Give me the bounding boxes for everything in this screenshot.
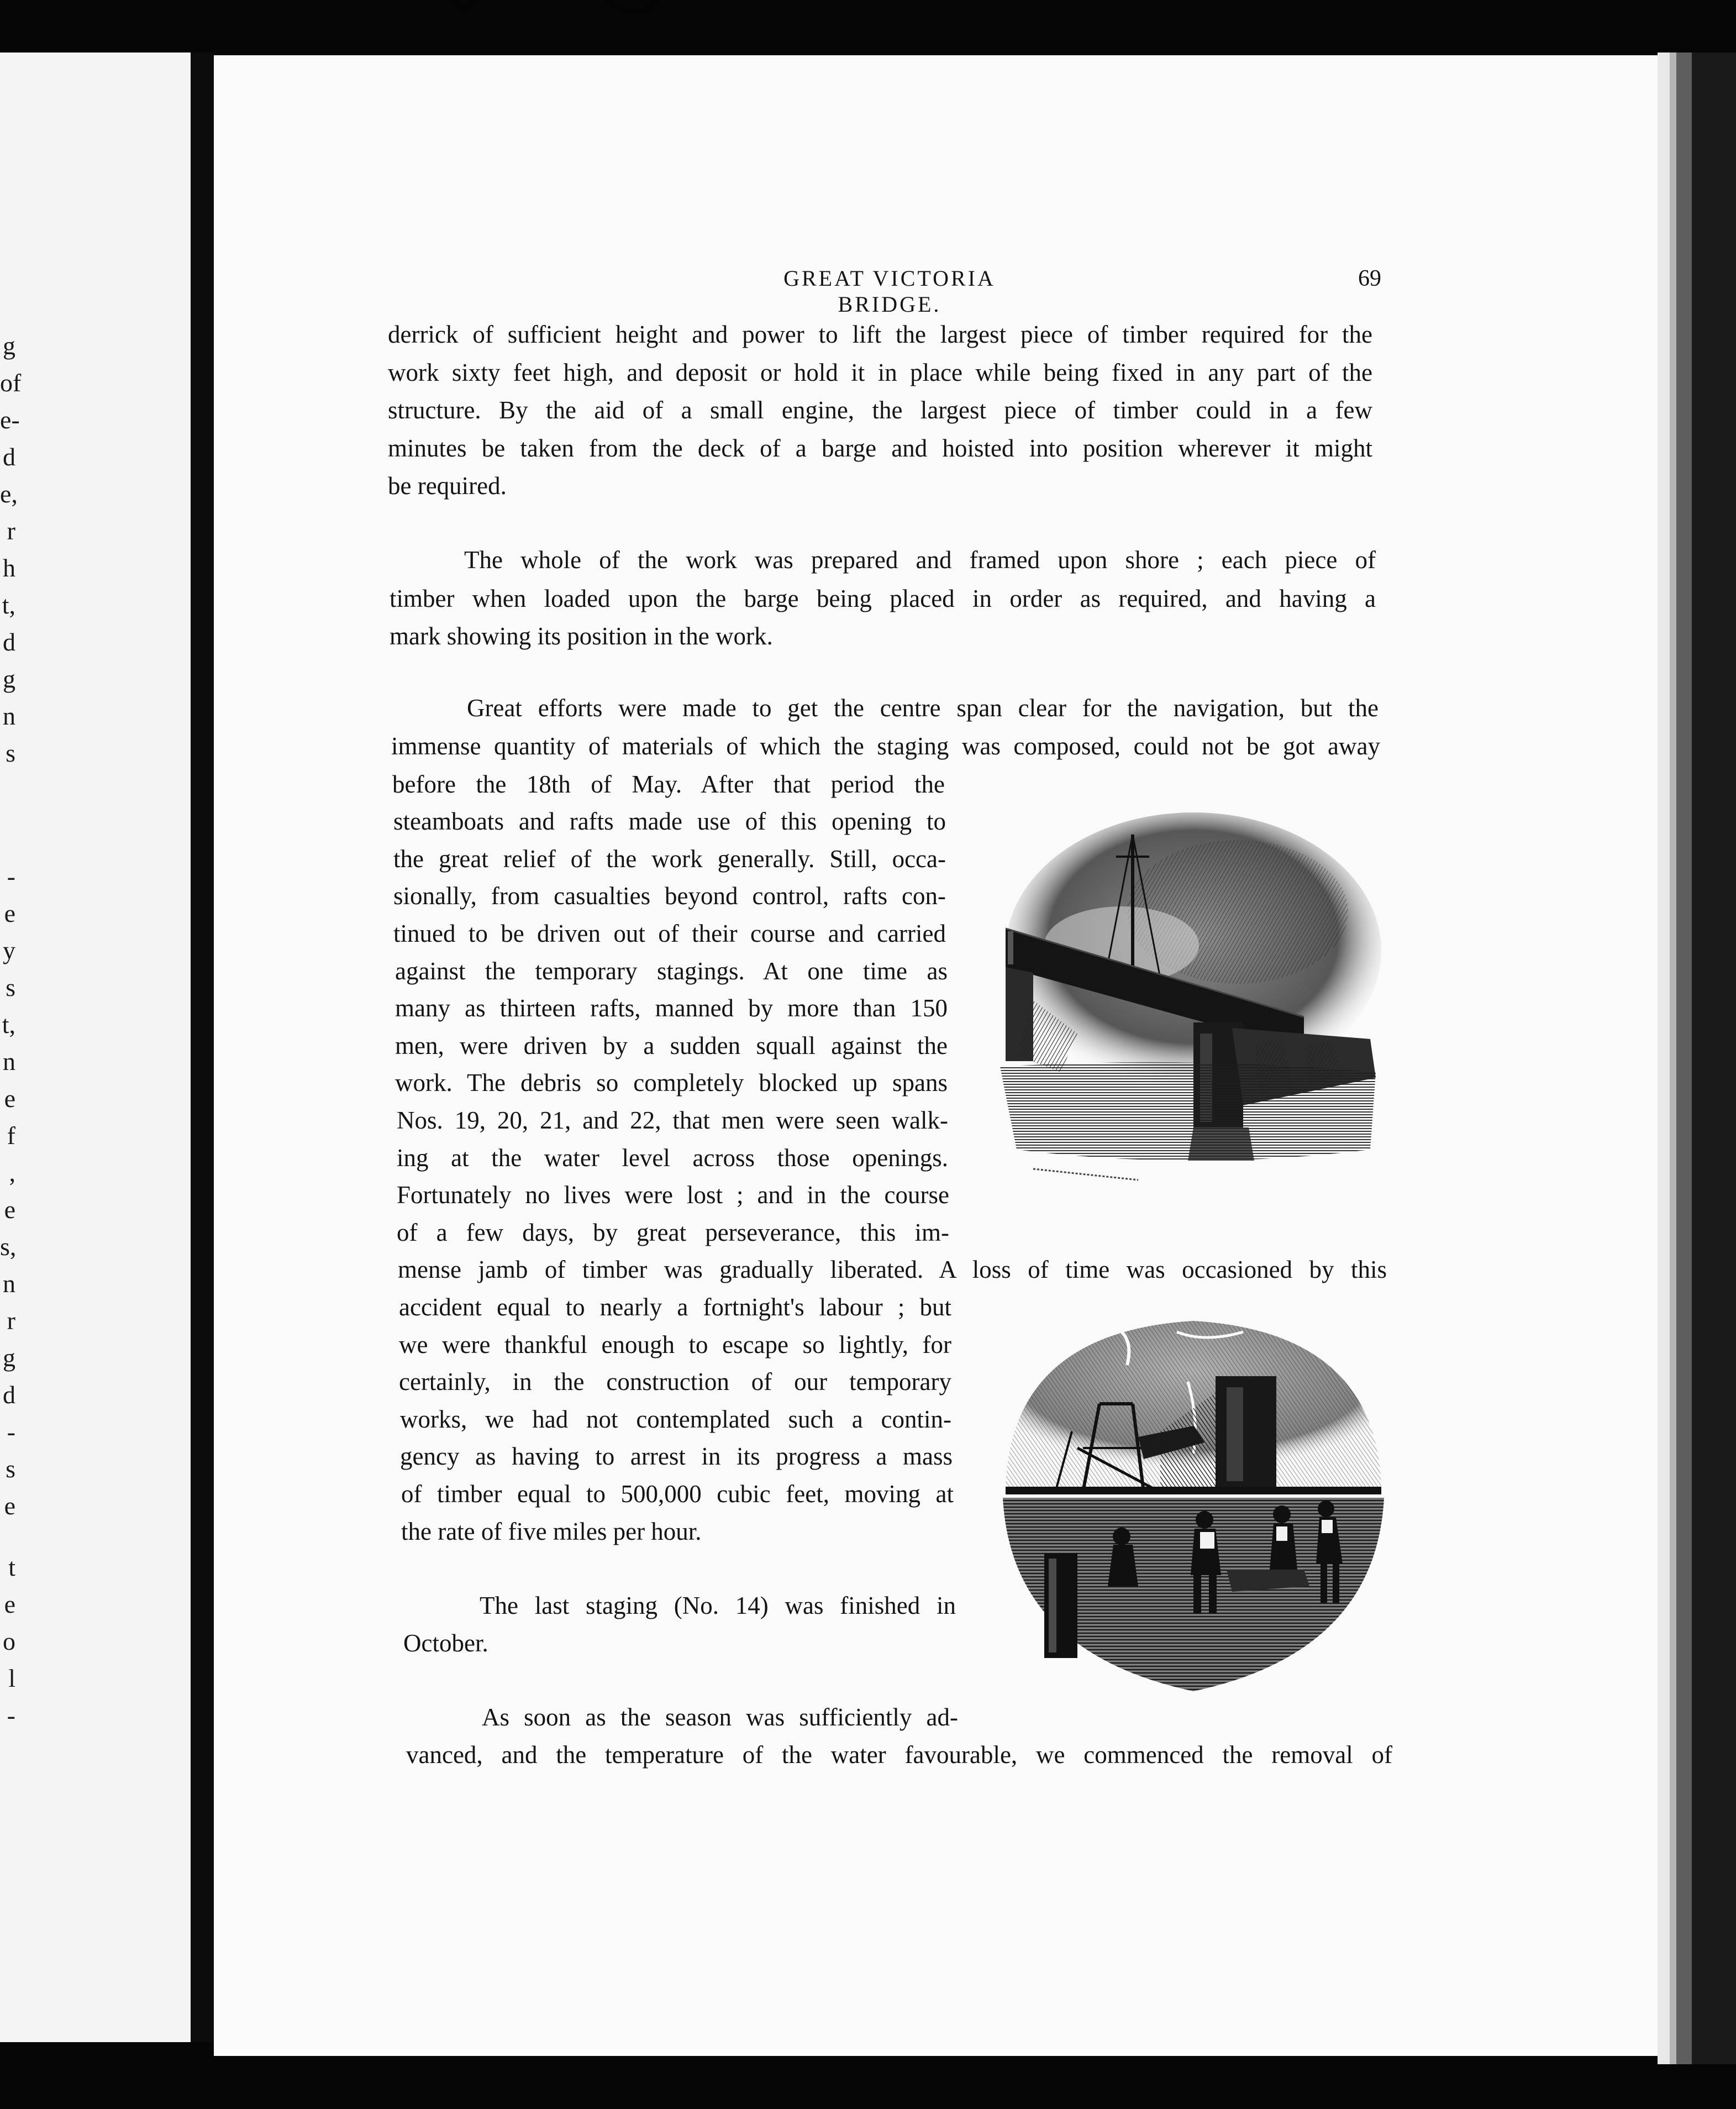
left-page-fragment: e bbox=[4, 1084, 15, 1113]
left-page-fragment: e bbox=[4, 1590, 15, 1618]
left-page-fragment: e bbox=[4, 1492, 15, 1520]
left-page-fragment: s bbox=[6, 1455, 15, 1483]
text-line: Nos. 19, 20, 21, and 22, that men were seen walk- bbox=[397, 1106, 948, 1134]
left-page-fragment: e- bbox=[0, 406, 20, 434]
text-line: derrick of sufficient height and power to lift the largest piece of timber required for the bbox=[388, 321, 1372, 348]
left-page-fragment: s, bbox=[0, 1232, 17, 1261]
text-line: work. The debris so completely blocked up spans bbox=[395, 1069, 948, 1097]
text-line: The last staging (No. 14) was finished in bbox=[480, 1592, 956, 1619]
left-page-fragment: - bbox=[7, 862, 15, 890]
left-page-fragment: t bbox=[8, 1553, 15, 1581]
text-line: we were thankful enough to escape so lightly, for bbox=[399, 1331, 951, 1358]
text-line: tinued to be driven out of their course and carried bbox=[393, 920, 946, 947]
left-page-fragment: n bbox=[3, 702, 15, 730]
text-line: Great efforts were made to get the centre span clear for the navigation, but the bbox=[467, 694, 1379, 722]
left-page-fragment: e bbox=[4, 1195, 15, 1224]
text-line: accident equal to nearly a fortnight's labour ; but bbox=[399, 1293, 951, 1321]
text-line: The whole of the work was prepared and framed upon shore ; each piece of bbox=[464, 546, 1376, 574]
bridge-span-engraving-icon bbox=[995, 818, 1381, 1183]
text-line: against the temporary stagings. At one time as bbox=[395, 957, 948, 985]
left-page-fragment: f bbox=[7, 1121, 15, 1150]
text-line: mense jamb of timber was gradually liberated. A loss of time was occasioned by this bbox=[398, 1256, 1387, 1283]
text-line: work sixty feet high, and deposit or hold it in place while being fixed in any part of the bbox=[388, 359, 1372, 386]
text-line: of a few days, by great perseverance, this im- bbox=[397, 1219, 949, 1246]
left-page-fragment: o bbox=[3, 1627, 15, 1655]
left-page-fragment: d bbox=[3, 443, 15, 471]
left-page-fragment: h bbox=[3, 554, 15, 582]
left-page-fragment: r bbox=[7, 517, 15, 545]
text-line: many as thirteen rafts, manned by more than 150 bbox=[395, 994, 948, 1022]
left-page-fragment: r bbox=[7, 1307, 15, 1335]
text-line: As soon as the season was sufficiently ad- bbox=[482, 1703, 958, 1731]
left-page-fragment: e, bbox=[0, 480, 18, 508]
left-page-fragment: d bbox=[3, 1381, 15, 1409]
text-line: sionally, from casualties beyond control, rafts con- bbox=[393, 882, 946, 910]
workmen-staging-engraving-icon bbox=[995, 1310, 1392, 1697]
left-page-fragment: l bbox=[8, 1664, 15, 1692]
left-page-fragment: of bbox=[0, 369, 22, 397]
text-line: works, we had not contemplated such a contin- bbox=[400, 1405, 951, 1433]
left-page-fragment: g bbox=[3, 1344, 15, 1372]
left-page-fragment: t, bbox=[2, 1010, 15, 1038]
text-line: immense quantity of materials of which the staging was composed, could not be got away bbox=[391, 732, 1380, 760]
text-line: the rate of five miles per hour. bbox=[401, 1518, 702, 1545]
text-line: mark showing its position in the work. bbox=[390, 622, 773, 650]
text-line: timber when loaded upon the barge being placed in order as required, and having a bbox=[390, 585, 1376, 612]
text-line: of timber equal to 500,000 cubic feet, moving at bbox=[401, 1480, 954, 1508]
left-page-fragment: s bbox=[6, 739, 15, 767]
running-title: GREAT VICTORIA BRIDGE. bbox=[783, 266, 996, 317]
left-page-fragment: , bbox=[9, 1158, 15, 1187]
left-page-fragment: - bbox=[7, 1701, 15, 1729]
text-line: Fortunately no lives were lost ; and in the course bbox=[397, 1181, 949, 1209]
left-page-fragment: t, bbox=[2, 591, 15, 619]
text-line: vanced, and the temperature of the water favourable, we commenced the removal of bbox=[406, 1741, 1392, 1769]
text-line: before the 18th of May. After that period the bbox=[392, 770, 945, 798]
text-line: structure. By the aid of a small engine, the largest piece of timber could in a few bbox=[388, 396, 1372, 424]
page-number: 69 bbox=[1358, 266, 1381, 291]
left-page-fragment: - bbox=[7, 1418, 15, 1446]
left-page-fragment: g bbox=[3, 665, 15, 693]
left-page-fragment: s bbox=[6, 973, 15, 1001]
text-line: the great relief of the work generally. Still, occa- bbox=[393, 845, 946, 873]
text-line: certainly, in the construction of our temporary bbox=[399, 1368, 951, 1395]
text-line: steamboats and rafts made use of this opening to bbox=[393, 807, 946, 835]
left-page-fragment: n bbox=[3, 1047, 15, 1076]
left-page-fragment: g bbox=[3, 332, 15, 360]
text-line: October. bbox=[403, 1629, 488, 1657]
text-line: minutes be taken from the deck of a barge and hoisted into position wherever it might bbox=[388, 434, 1372, 462]
text-line: be required. bbox=[388, 472, 507, 500]
text-line: ing at the water level across those openings. bbox=[397, 1144, 948, 1172]
text-line: gency as having to arrest in its progress a mass bbox=[400, 1442, 953, 1470]
left-page-fragment: n bbox=[3, 1269, 15, 1298]
text-line: men, were driven by a sudden squall against the bbox=[395, 1032, 948, 1059]
left-page-fragment: e bbox=[4, 899, 15, 927]
left-page-fragment: d bbox=[3, 628, 15, 656]
left-page-fragment: y bbox=[3, 936, 15, 964]
